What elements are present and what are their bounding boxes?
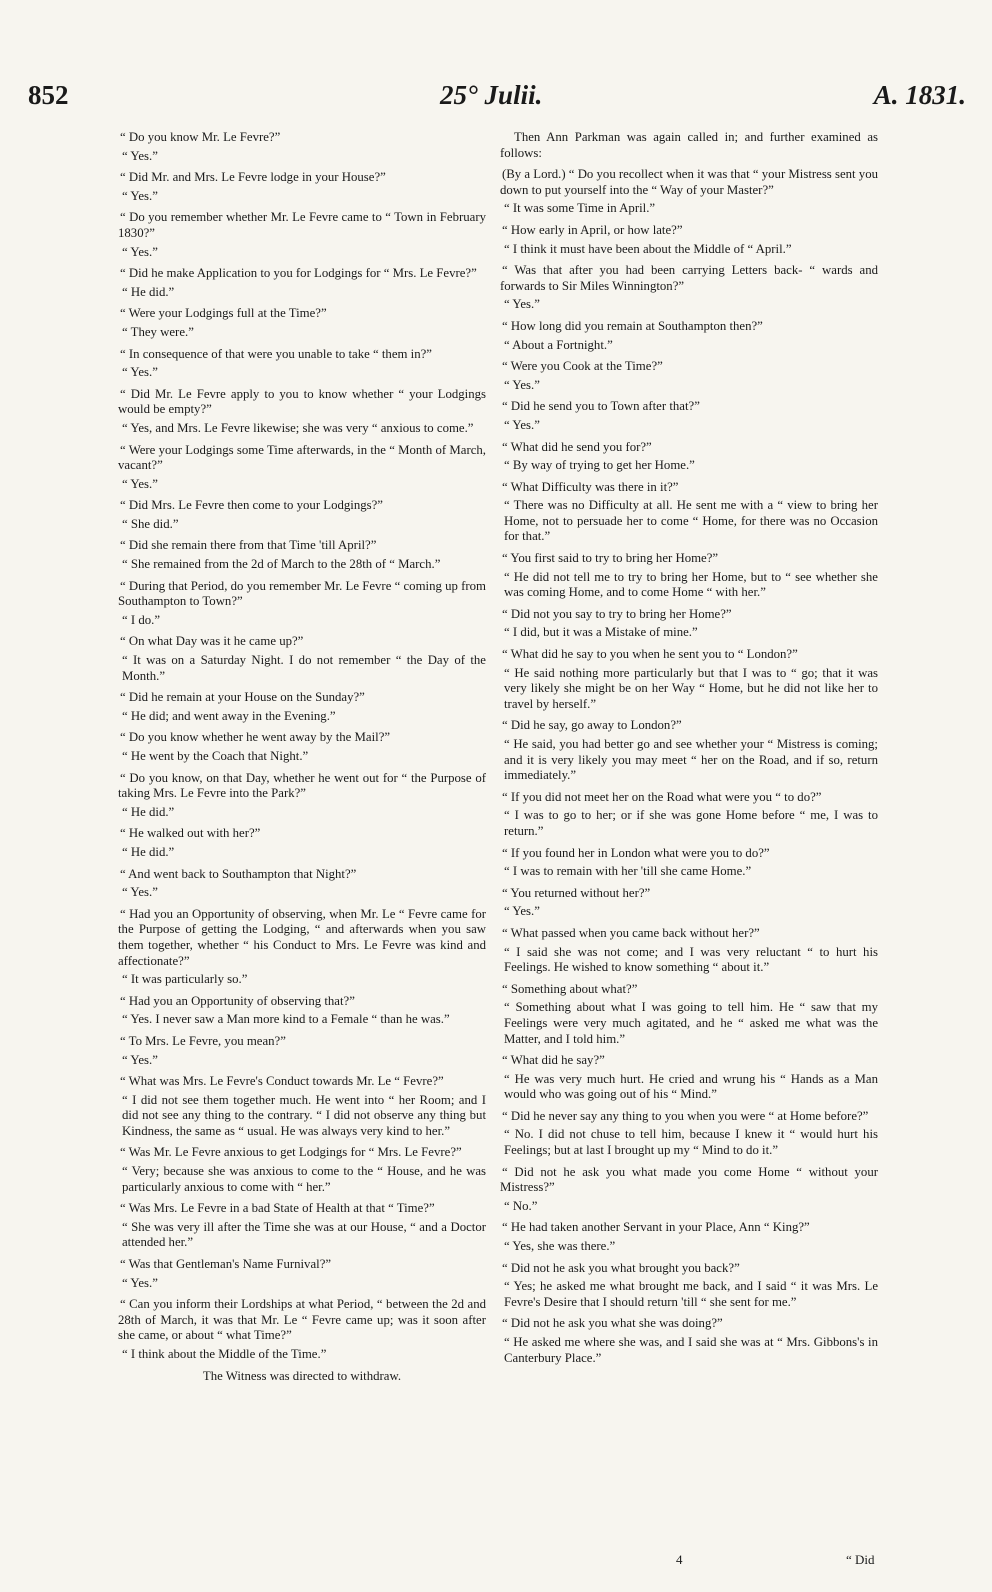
question-paragraph: “ If you found her in London what were you to do?” [502, 845, 770, 860]
narrative-paragraph: Then Ann Parkman was again called in; and further examined as follows: [500, 130, 878, 160]
answer-paragraph: “ Something about what I was going to tell him. He “ saw that my Feelings were very much agitated, and he “ asked me what was the Matter, and I told him.” [504, 1000, 878, 1046]
page-date: 25° Julii. [440, 80, 543, 110]
question-paragraph: “ Were your Lodgings full at the Time?” [120, 306, 327, 321]
question-paragraph: “ What passed when you came back without her?” [502, 925, 760, 940]
question-paragraph: “ And went back to Southampton that Night?” [120, 866, 357, 881]
answer-paragraph: “ I think about the Middle of the Time.” [122, 1347, 327, 1361]
answer-paragraph: “ He asked me where she was, and I said she was at “ Mrs. Gibbons's in Canterbury Place.” [504, 1335, 878, 1365]
catchword: “ Did [846, 1552, 875, 1567]
answer-paragraph: “ Yes.” [504, 297, 540, 312]
answer-paragraph: “ Yes, and Mrs. Le Fevre likewise; she was very “ anxious to come.” [122, 420, 474, 435]
question-paragraph: “ Do you remember whether Mr. Le Fevre came to “ Town in February 1830?” [118, 210, 486, 240]
question-paragraph: “ Was Mrs. Le Fevre in a bad State of Health at that “ Time?” [120, 1201, 435, 1216]
answer-paragraph: “ It was particularly so.” [122, 972, 248, 987]
answer-paragraph: “ He said nothing more particularly but that I was to “ go; that it was very likely she might be on her Way “ Home, but he did not like her to travel by herself.” [504, 665, 878, 711]
question-paragraph: “ Did he remain at your House on the Sunday?” [120, 690, 365, 705]
answer-paragraph: “ Yes.” [122, 1275, 158, 1290]
answer-paragraph: “ Yes.” [504, 377, 540, 392]
answer-paragraph: “ Yes, she was there.” [504, 1239, 616, 1254]
question-paragraph: “ Do you know, on that Day, whether he went out for “ the Purpose of taking Mrs. Le Fevre into the Park?” [118, 770, 486, 801]
answer-paragraph: “ She remained from the 2d of March to the 28th of “ March.” [122, 557, 441, 572]
answer-paragraph: “ He did; and went away in the Evening.” [122, 708, 336, 723]
question-paragraph: “ Was that after you had been carrying Letters back- “ wards and forwards to Sir Miles Winnington?” [500, 263, 878, 293]
question-paragraph: “ Do you know whether he went away by the Mail?” [120, 730, 391, 745]
question-paragraph: “ You returned without her?” [502, 885, 651, 900]
answer-paragraph: “ I do.” [122, 612, 161, 627]
question-paragraph: “ Did not you say to try to bring her Home?” [502, 606, 732, 621]
question-paragraph: “ What Difficulty was there in it?” [502, 479, 679, 494]
question-paragraph: “ Did she remain there from that Time 'till April?” [120, 538, 377, 553]
question-paragraph: “ Had you an Opportunity of observing that?” [120, 993, 355, 1008]
question-paragraph: “ How early in April, or how late?” [502, 222, 683, 237]
question-paragraph: “ Do you know Mr. Le Fevre?” [120, 130, 281, 144]
answer-paragraph: “ He went by the Coach that Night.” [122, 749, 309, 763]
question-paragraph: “ Can you inform their Lordships at what Period, “ between the 2d and 28th of March, it was that Mr. Le “ Fevre came up; was it soon after she came, or about “ what Time?” [118, 1297, 486, 1343]
question-paragraph: “ Did not he ask you what brought you back?” [502, 1260, 740, 1275]
answer-paragraph: “ Yes.” [122, 365, 158, 380]
question-paragraph: “ You first said to try to bring her Home?” [502, 551, 719, 566]
answer-paragraph: “ He did.” [122, 284, 175, 299]
answer-paragraph: “ I did not see them together much. He went into “ her Room; and I did not see any thing to the contrary. “ I did not observe any thing but Kindness, the same as “ usual. He was always very kind to her.” [122, 1092, 486, 1138]
answer-paragraph: “ Yes; he asked me what brought me back, and I said “ it was Mrs. Le Fevre's Desire that I should return 'till “ she sent for me.” [504, 1279, 878, 1309]
question-paragraph: “ If you did not meet her on the Road what were you “ to do?” [502, 789, 822, 804]
answer-paragraph: “ It was some Time in April.” [504, 201, 656, 216]
answer-paragraph: “ Yes.” [122, 885, 158, 900]
answer-paragraph: “ No.” [504, 1198, 538, 1213]
witness-note: The Witness was directed to withdraw. [202, 1368, 402, 1383]
answer-paragraph: “ There was no Difficulty at all. He sent me with a “ view to bring her Home, not to persuade her to come “ Home, for there was no Occasion for that.” [504, 498, 878, 544]
question-paragraph: “ Were you Cook at the Time?” [502, 359, 663, 374]
question-paragraph: “ Was that Gentleman's Name Furnival?” [120, 1257, 332, 1272]
answer-paragraph: “ Yes.” [122, 476, 158, 491]
question-paragraph: “ Had you an Opportunity of observing, when Mr. Le “ Fevre came for the Purpose of getting the Lodging, “ and afterwards when you saw them together, whether “ his Conduct to Mrs. Le Fevre was kind and affectionate?” [118, 906, 486, 968]
question-paragraph: “ Did Mr. Le Fevre apply to you to know whether “ your Lodgings would be empty?” [118, 386, 486, 417]
answer-paragraph: “ They were.” [122, 324, 194, 339]
answer-paragraph: “ By way of trying to get her Home.” [504, 458, 695, 473]
answer-paragraph: “ I was to remain with her 'till she came Home.” [504, 864, 752, 879]
question-paragraph: “ Did he send you to Town after that?” [502, 399, 700, 414]
answer-paragraph: “ Yes.” [504, 417, 540, 432]
page-header [0, 80, 992, 120]
question-paragraph: “ He walked out with her?” [120, 826, 261, 841]
page-footer [0, 1552, 992, 1572]
answer-paragraph: “ Yes.” [122, 244, 158, 259]
page-number: 852 [28, 80, 69, 110]
answer-paragraph: “ Yes.” [504, 904, 540, 919]
question-paragraph: “ What was Mrs. Le Fevre's Conduct towards Mr. Le “ Fevre?” [120, 1074, 444, 1089]
question-paragraph: “ How long did you remain at Southampton then?” [502, 318, 763, 333]
question-paragraph: “ Were your Lodgings some Time afterwards, in the “ Month of March, vacant?” [118, 442, 486, 473]
answer-paragraph: “ It was on a Saturday Night. I do not remember “ the Day of the Month.” [122, 653, 486, 683]
question-paragraph: “ What did he say to you when he sent you to “ London?” [502, 647, 798, 662]
answer-paragraph: “ He did.” [122, 804, 175, 819]
question-paragraph: “ Something about what?” [502, 981, 638, 996]
answer-paragraph: “ She did.” [122, 516, 179, 531]
signature-mark: 4 [676, 1552, 683, 1567]
left-column [118, 130, 486, 1390]
question-paragraph: “ Did Mr. and Mrs. Le Fevre lodge in your House?” [120, 170, 386, 185]
answer-paragraph: “ He said, you had better go and see whether your “ Mistress is coming; and it is very likely you may meet “ her on the Road, and if so, return immediately.” [504, 737, 878, 783]
answer-paragraph: “ He did not tell me to try to bring her Home, but to “ see whether she was coming Home, and to come Home “ with her.” [504, 569, 878, 600]
answer-paragraph: “ I did, but it was a Mistake of mine.” [504, 625, 698, 640]
answer-paragraph: “ He was very much hurt. He cried and wrung his “ Hands as a Man would who was going out of his “ Mind.” [504, 1071, 878, 1102]
right-column [500, 130, 878, 1372]
answer-paragraph: “ No. I did not chuse to tell him, because I knew it “ would hurt his Feelings; but at last I brought up my “ Mind to do it.” [504, 1127, 878, 1158]
answer-paragraph: “ I was to go to her; or if she was gone Home before “ me, I was to return.” [504, 808, 878, 838]
answer-paragraph: “ He did.” [122, 844, 175, 859]
question-paragraph: “ In consequence of that were you unable to take “ them in?” [120, 346, 432, 361]
question-paragraph: “ What did he say?” [502, 1053, 605, 1068]
question-paragraph: “ He had taken another Servant in your Place, Ann “ King?” [502, 1220, 810, 1235]
question-paragraph: “ Did not he ask you what made you come Home “ without your Mistress?” [500, 1164, 878, 1195]
page-year: A. 1831. [873, 80, 966, 110]
answer-paragraph: “ She was very ill after the Time she was at our House, “ and a Doctor attended her.” [122, 1219, 486, 1250]
question-paragraph: “ On what Day was it he came up?” [120, 634, 304, 649]
question-paragraph: “ During that Period, do you remember Mr. Le Fevre “ coming up from Southampton to Town?” [118, 578, 486, 609]
question-paragraph: “ To Mrs. Le Fevre, you mean?” [120, 1033, 286, 1048]
answer-paragraph: “ Yes.” [122, 188, 158, 203]
question-paragraph: “ Did Mrs. Le Fevre then come to your Lodgings?” [120, 498, 383, 513]
question-paragraph: “ What did he send you for?” [502, 439, 652, 454]
answer-paragraph: “ About a Fortnight.” [504, 337, 613, 352]
answer-paragraph: “ I said she was not come; and I was very reluctant “ to hurt his Feelings. He wished to know something “ about it.” [504, 944, 878, 975]
question-paragraph: “ Did he make Application to you for Lodgings for “ Mrs. Le Fevre?” [120, 266, 477, 281]
question-paragraph: “ Was Mr. Le Fevre anxious to get Lodgings for “ Mrs. Le Fevre?” [120, 1145, 462, 1160]
question-paragraph: “ Did not he ask you what she was doing?” [502, 1316, 723, 1331]
answer-paragraph: “ Yes. I never saw a Man more kind to a Female “ than he was.” [122, 1012, 450, 1027]
answer-paragraph: “ Very; because she was anxious to come to the “ House, and he was particularly anxious to come with “ her.” [122, 1164, 486, 1194]
question-paragraph: (By a Lord.) “ Do you recollect when it was that “ your Mistress sent you down to put yourself into the “ Way of your Master?” [500, 167, 878, 197]
question-paragraph: “ Did he never say any thing to you when you were “ at Home before?” [502, 1108, 869, 1123]
answer-paragraph: “ Yes.” [122, 148, 158, 163]
answer-paragraph: “ Yes.” [122, 1052, 158, 1067]
answer-paragraph: “ I think it must have been about the Middle of “ April.” [504, 241, 792, 256]
question-paragraph: “ Did he say, go away to London?” [502, 718, 682, 733]
